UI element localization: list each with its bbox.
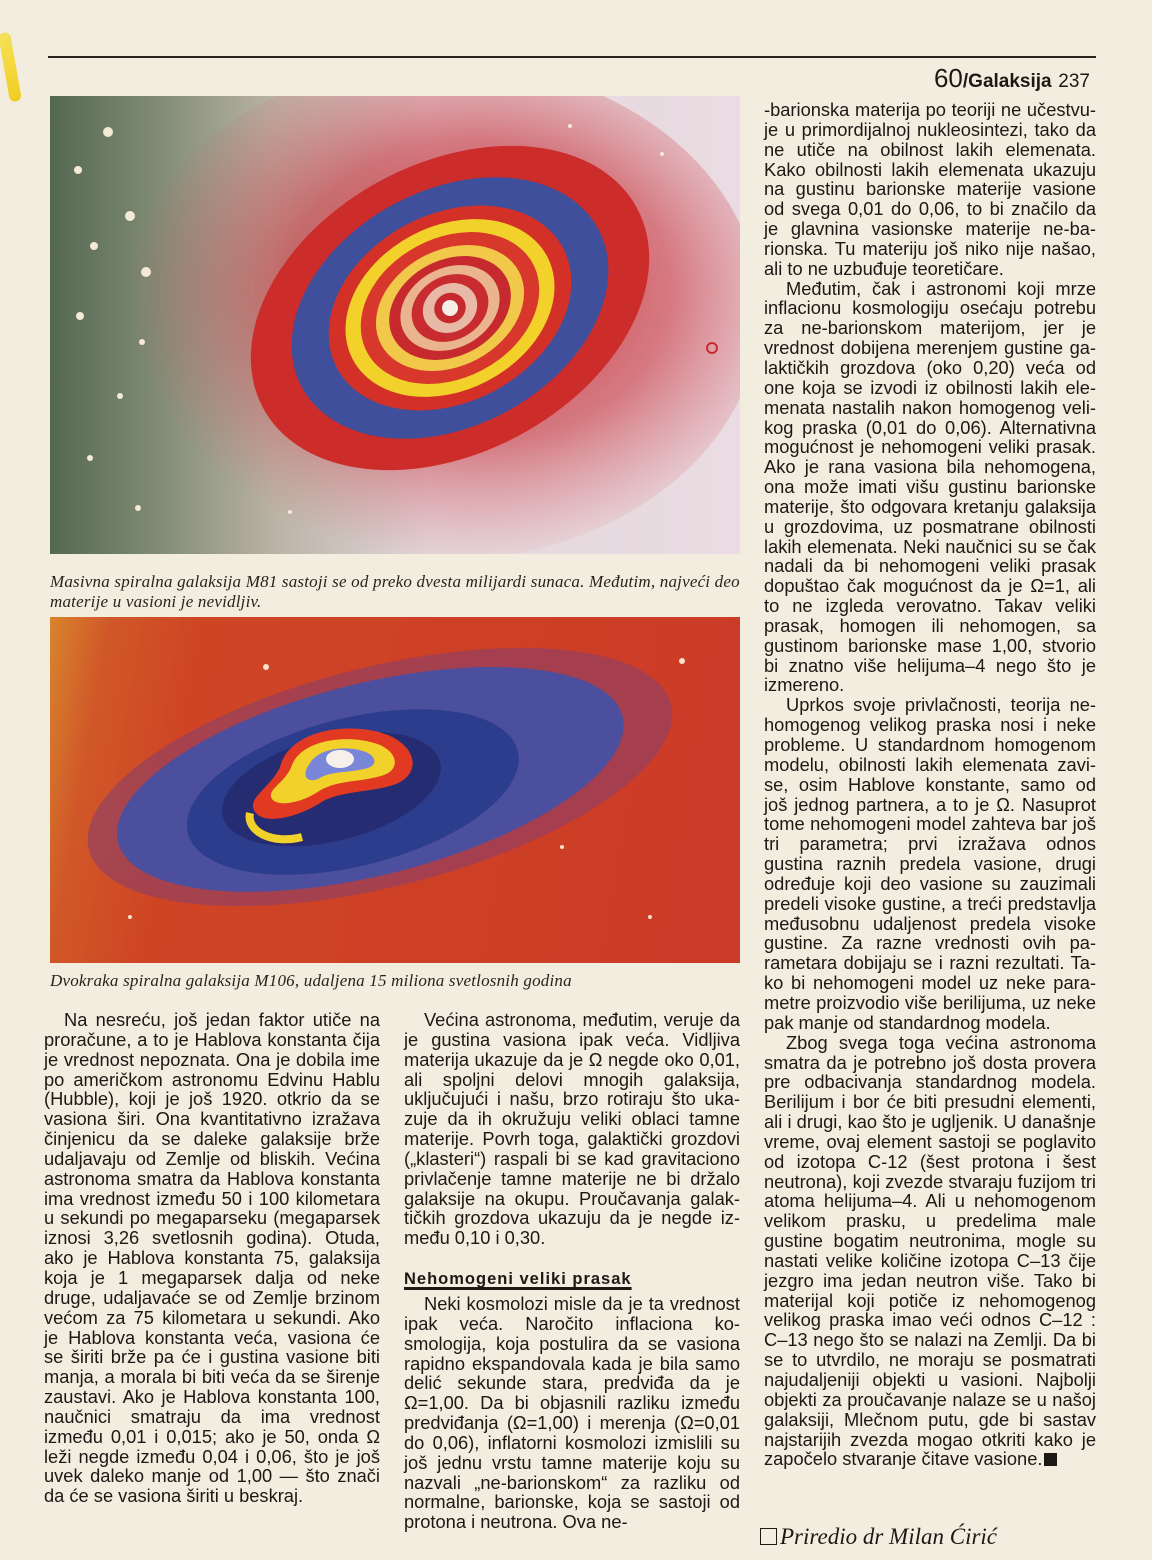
author-credit	[760, 1524, 997, 1550]
issue-number: 60	[933, 63, 963, 93]
end-of-article-icon	[1044, 1453, 1057, 1466]
square-bullet-icon	[760, 1528, 777, 1545]
galaxy-m81-photo	[50, 96, 740, 554]
galaxy-m106-rendering	[50, 617, 740, 963]
paragraph: Uprkos svoje privlačnosti, teorija nehomogenog velikog praska nosi i neke probleme. U standardnom homogenom modelu, obilnosti lakih elemenata zavise, osim Hablove konstante, samo od još jednog partnera, a to je Ω. Nasuprot tome nehomogeni model zahteva bar još tri parametra; prvi izražava odnos gustina raznih predela vasione, drugi određuje koji deo vasione su zauzimali predeli visoke gustine, a treći predstavlja međusobnu udaljenost predela visoke gustine. Za razne vrednosti ovih parametara dobijaju se i razni rezultati. Tako bi nehomogeni model uz neke parametre proizvodio više berilijuma, uz neke pak manje od standardnog modela.	[764, 694, 1096, 1033]
paragraph: Većina astronoma, međutim, veruje da je gustina vasiona ipak veća. Vidljiva materija ukazuje da je Ω negde oko 0,01, ali spoljni delovi mnogih galaksija, uključujući i našu, brzo rotiraju što ukazuje da ih okružuju veliki oblaci tamne materije. Povrh toga, galaktički grozdovi („klasteri“) raspali bi se kad gravitaciono privlačenje tamne materije ne bi držalo galaksije na okupu. Proučavanja galaktičkih grozdova ukazuju da je negde između 0,10 i 0,30.	[404, 1009, 740, 1249]
paragraph: Međutim, čak i astronomi koji mrze inflacionu kosmologiju osećaju potrebu za ne-barionskom materijom, jer je vrednost dobijena merenjem gustine galaktičkih grozdova (oko 0,20) veća od one koja se izvodi iz obilnosti lakih elemenata nastalih nakon homogenog velikog praska (0,01 do 0,06). Alternativna mogućnost je nehomogeni veliki prasak. Ako je rana vasiona bila nehomogena, ona može imati višu gustinu barionske materije, što odgovara kretanju galaksija u grozdovima, uz posmatrane obilnosti lakih elemenata. Neki naučnici su se čak nadali da bi nehomogeni veliki prasak dopuštao čak mogućnost da je Ω=1, ali to ne izgleda verovatno. Takav veliki prasak, homogen ili nehomogen, sa gustinom barionske mase 1,00, stvorio bi znatno više helijuma–4 nego što je izmereno.	[764, 277, 1096, 696]
paragraph: Neki kosmolozi misle da je ta vrednost ipak veća. Naročito inflaciona kosmologija, koja postulira da se vasiona rapidno ekspandovala kada je bila samo delić sekunde stara, predviđa da je Ω=1,00. Da bi objasnili razliku između predviđanja (Ω=1,00) i merenja (Ω=0,01 do 0,06), inflatorni kosmolozi izmislili su još jednu vrstu tamne materije koju su nazvali „ne-barionskom“ za razliku od normalne, barionske, koja se sastoji od protona i neutrona. Ova ne-	[404, 1292, 740, 1533]
highlighter-mark	[0, 31, 22, 102]
paragraph	[764, 1033, 1096, 1470]
article-column-middle	[404, 1010, 740, 1532]
paragraph: -barionska materija po teoriji ne učestvuje u primordijalnoj nukleosintezi, tako da ne utiče na obilnost lakih elemenata. Kako obilnosti lakih elemenata ukazuju na gustinu barionske materije vasione od svega 0,01 do 0,06, to bi značilo da je glavnina vasionske materije ne-barionska. Tu materiju još niko nije našao, ali to ne uzbuđuje teoretičare.	[764, 99, 1096, 279]
galaxy-m81-rendering	[50, 96, 740, 554]
paragraph-text: Zbog svega toga većina astronoma smatra da je potrebno još dosta provera pre odbacivanja standardnog modela. Berilijum i bor će biti presudni elementi, ali i drugi, kao što je ugljenik. U današnje vreme, ovaj element sastoji se poglavito od izotopa C-12 (šest protona i šest neutrona), koji zvezde stvaraju fuzijom tri atoma helijuma–4. Ali u nehomogenom velikom prasku, u predelima male gustine bogatim neutronima, mogle su nastati velike količine izotopa C–13 čije jezgro ima jedan neutron više. Tako bi materijal koji potiče iz nehomogenog velikog praska imao veći odnos C–12 : C–13 nego što se nalazi na Zemlji. Da bi se to utvrdilo, ne moraju se posmatrati najudaljeniji objekti u vasioni. Najbolji objekti za proučavanje nalaze se u našoj galaksiji, Mlečnom putu, gde bi sastav najstarijih zvezda mogao otkriti kako je započelo stvaranje čitave vasione.	[764, 1031, 1096, 1470]
page-number: 237	[1058, 71, 1090, 92]
figure-caption-m106: Dvokraka spiralna galaksija M106, udaljena 15 miliona svetlosnih godina	[50, 971, 572, 990]
section-heading: Nehomogeni veliki prasak	[404, 1270, 632, 1289]
figure-caption-m81: Masivna spiralna galaksija M81 sastoji se od preko dvesta milijardi sunaca. Međutim, najveći deo materije u vasioni je nevidljiv.	[50, 572, 740, 611]
page-header	[934, 64, 1090, 96]
credit-text: Priredio dr Milan Ćirić	[780, 1524, 998, 1549]
header-rule	[48, 56, 1096, 58]
article-column-left	[44, 1010, 380, 1506]
paragraph: Na nesreću, još jedan faktor utiče na proračune, a to je Hablova konstanta čija je vrednost nepoznata. Ona je dobila ime po američkom astronomu Edvinu Hablu (Hubble), koji je još 1920. otkrio da se vasiona širi. Ona kvantitativno izražava činjenicu da se daleke galaksije brže udaljavaju od Zemlje od bliskih. Većina astronoma smatra da Hablova konstanta ima vrednost između 50 i 100 kilometara u sekundi po megaparseku (megaparsek iznosi 3,26 svetlosnih godina). Otuda, ako je Hablova konstanta 75, galaksija koja je 1 megaparsek dalja od neke druge, udaljavaće se od Zemlje brzinom većom za 75 kilometara u sekundi. Ako je Hablova konstanta veća, vasiona će se širiti brže pa će i gustina vasione biti manja, a morala bi biti veća da se širenje zaustavi. Ako je Hablova konstanta 100, naučnici smatraju da ima vrednost između 0,01 i 0,015; ako je 50, onda Ω leži negde između 0,04 i 0,06, što je još uvek daleko manje od 1,00 — što znači da će se vasiona širiti u beskraj.	[44, 1009, 380, 1507]
article-column-right	[764, 100, 1096, 1469]
publication-name: /Galaksija	[962, 71, 1052, 92]
galaxy-m106-photo	[50, 617, 740, 963]
